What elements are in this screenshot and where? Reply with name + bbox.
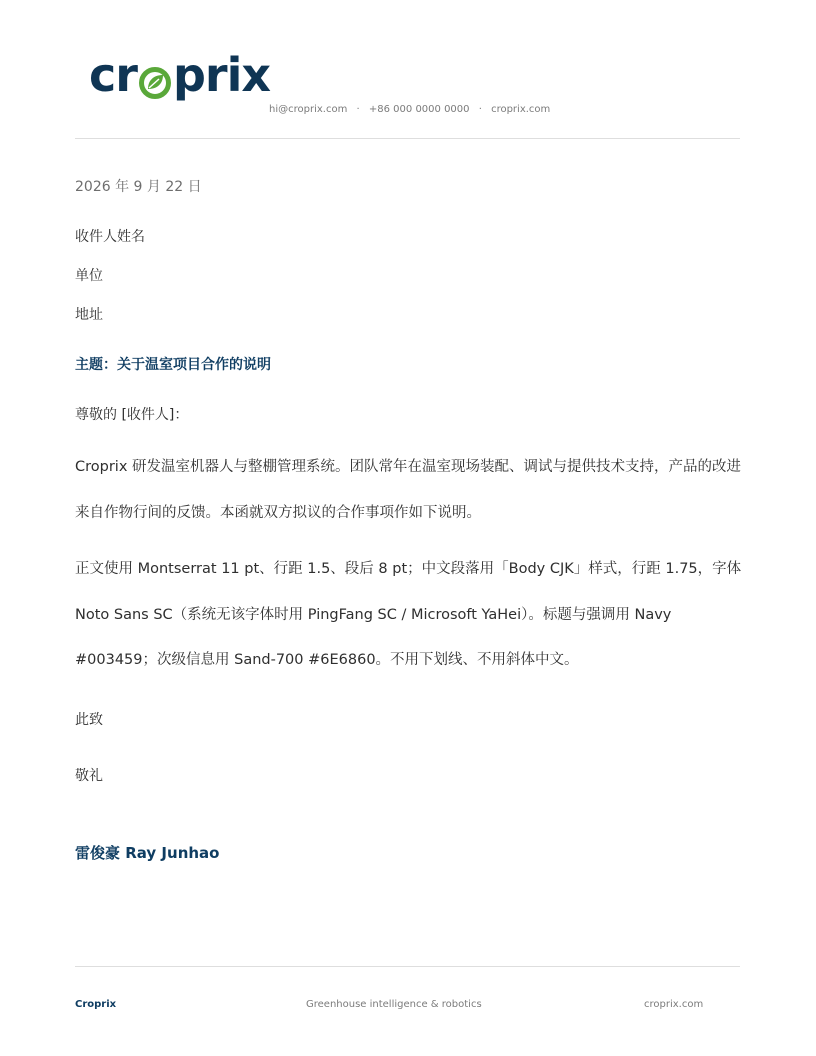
recipient-name: 收件人姓名 xyxy=(75,229,145,245)
footer-divider xyxy=(75,966,740,967)
contact-phone: +86 000 0000 0000 xyxy=(368,104,470,115)
footer-tagline: Greenhouse intelligence & robotics xyxy=(306,999,482,1010)
letter-date: 2026 年 9 月 22 日 xyxy=(75,179,202,195)
header-divider xyxy=(75,138,740,139)
footer-brand: Croprix xyxy=(75,999,117,1010)
letter-subject: 主题：关于温室项目合作的说明 xyxy=(75,357,271,373)
contact-email[interactable]: hi@croprix.com xyxy=(269,104,348,115)
recipient-org: 单位 xyxy=(75,268,103,284)
closing-line: 敬礼 xyxy=(75,768,103,784)
contact-line xyxy=(269,104,550,115)
logo-text-left: cr xyxy=(89,48,137,102)
company-logo xyxy=(89,48,271,102)
closing-line: 此致 xyxy=(75,712,103,728)
salutation: 尊敬的 [收件人]： xyxy=(75,407,189,423)
body-paragraph: Croprix 研发温室机器人与整棚管理系统。团队常年在温室现场装配、调试与提供技术支持，产品的改进来自作物行间的反馈。本函就双方拟议的合作事项作如下说明。 xyxy=(75,459,742,521)
leaf-icon xyxy=(138,61,172,95)
separator: · xyxy=(478,104,482,115)
signature: 雷俊豪 Ray Junhao xyxy=(75,844,220,862)
recipient-address: 地址 xyxy=(75,307,103,323)
contact-website[interactable]: croprix.com xyxy=(491,104,551,115)
separator: · xyxy=(356,104,360,115)
logo-text-right: prix xyxy=(172,48,271,102)
body-paragraph: 正文使用 Montserrat 11 pt、行距 1.5、段后 8 pt；中文段落用「Body CJK」样式，行距 1.75，字体 Noto Sans SC（系统无该字体时用 PingFang SC / Microsoft YaHei）。标题与强调用 Navy #003459；次级信息用 Sand-700 #6E6860。不用下划线、不用斜体中文。 xyxy=(75,561,742,668)
footer-website[interactable]: croprix.com xyxy=(644,999,704,1010)
